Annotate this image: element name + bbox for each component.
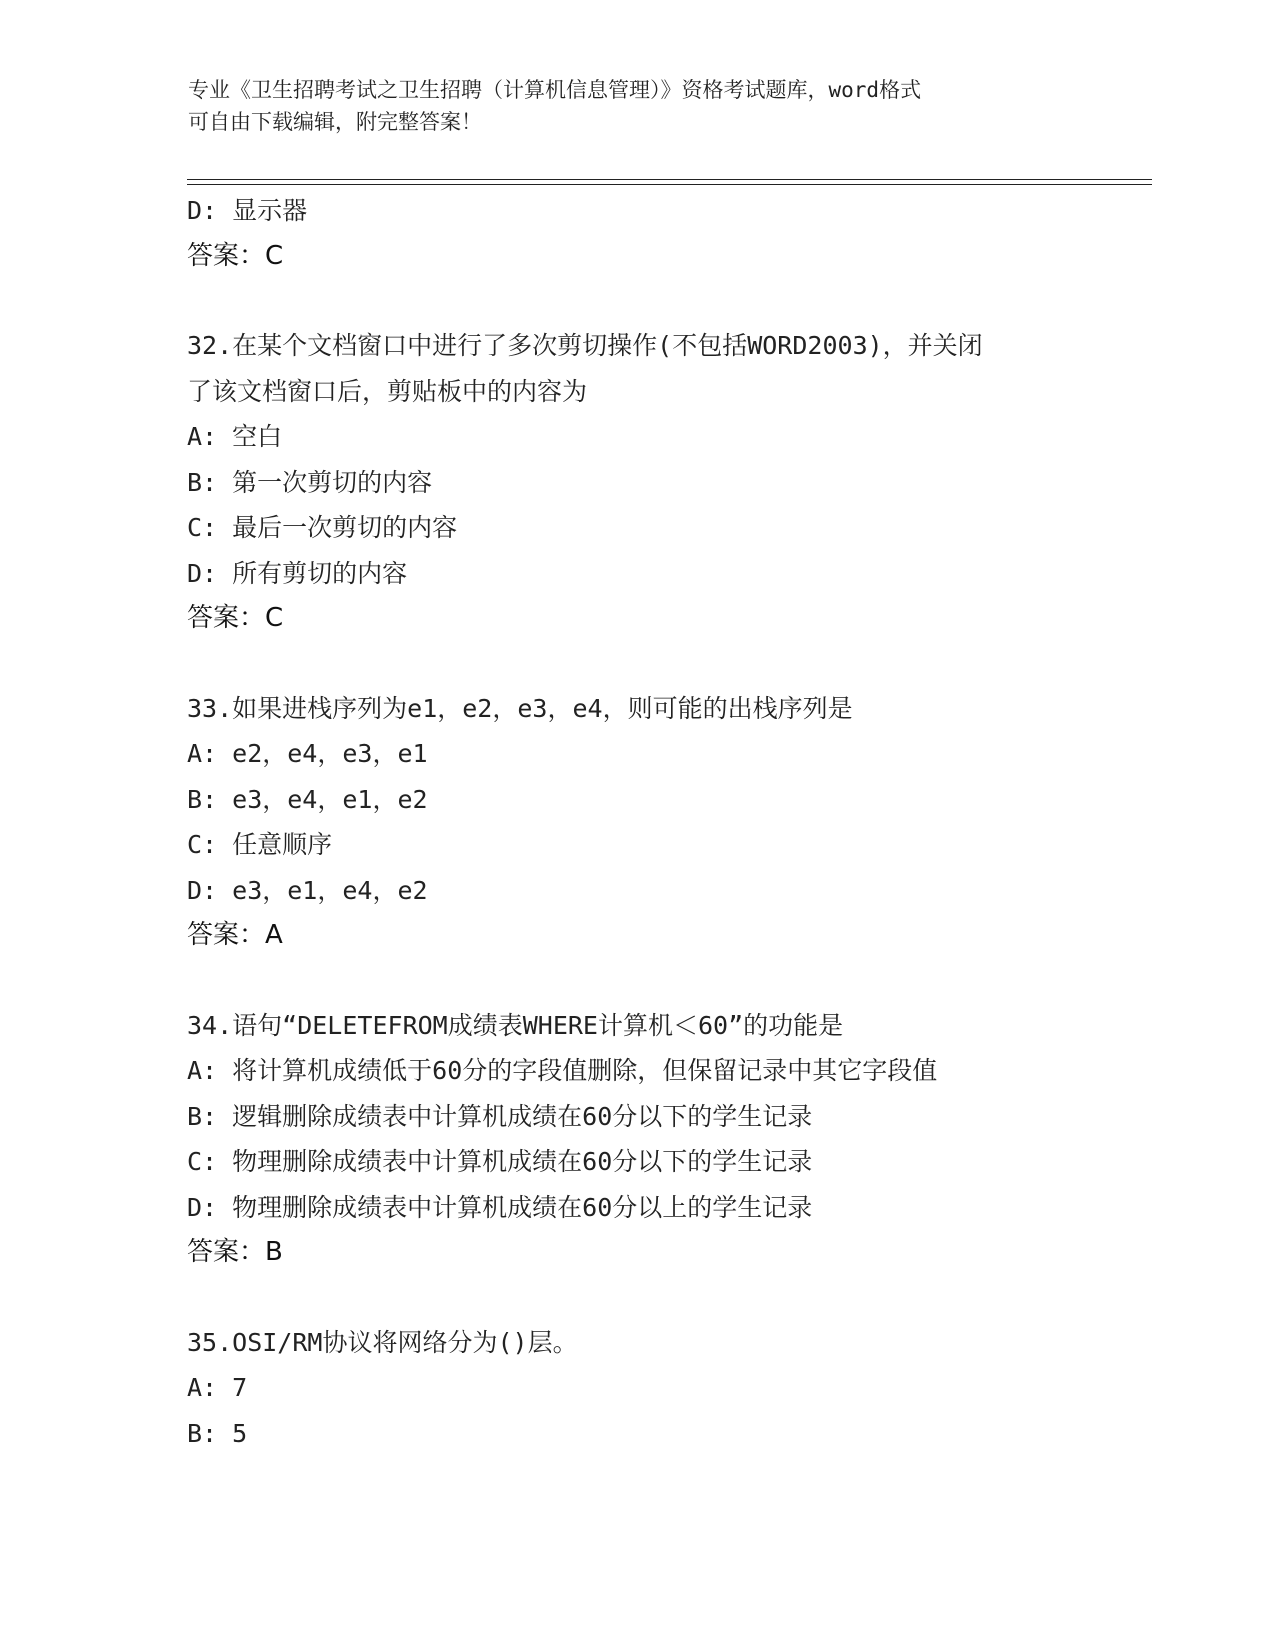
block-spacer <box>187 279 1147 323</box>
answer-line: 答案：A <box>187 920 283 950</box>
question-stem: 33.如果进栈序列为e1，e2，e3，e4，则可能的出栈序列是 <box>187 693 853 723</box>
question-block <box>187 1003 1147 1276</box>
question-list <box>187 188 1147 1456</box>
question-stem: 35.OSI/RM协议将网络分为()层。 <box>187 1327 578 1357</box>
question-line: D: 显示器 <box>187 196 308 225</box>
question-line: B: 逻辑删除成绩表中计算机成绩在60分以下的学生记录 <box>187 1101 813 1131</box>
question-line: D: e3，e1，e4，e2 <box>187 875 428 905</box>
block-spacer <box>187 1276 1147 1320</box>
question-line: B: 5 <box>187 1418 248 1448</box>
question-line: D: 物理删除成绩表中计算机成绩在60分以上的学生记录 <box>187 1192 813 1222</box>
header-divider-top <box>187 179 1152 180</box>
question-line: A: 将计算机成绩低于60分的字段值删除，但保留记录中其它字段值 <box>187 1056 938 1085</box>
question-block <box>187 188 1147 279</box>
question-line: A: e2，e4，e3，e1 <box>187 739 428 768</box>
question-stem: 32.在某个文档窗口中进行了多次剪切操作(不包括WORD2003)，并关闭 <box>187 331 983 360</box>
question-line: C: 最后一次剪切的内容 <box>187 513 458 542</box>
question-block <box>187 1320 1147 1457</box>
header-line-1: 专业《卫生招聘考试之卫生招聘（计算机信息管理）》资格考试题库，word格式 <box>188 78 922 102</box>
question-line: 了该文档窗口后，剪贴板中的内容为 <box>187 376 588 406</box>
answer-line: 答案：B <box>187 1237 283 1267</box>
block-spacer <box>187 642 1147 686</box>
question-line: A: 空白 <box>187 422 283 451</box>
header-divider-bottom <box>187 184 1152 185</box>
question-block <box>187 323 1147 642</box>
question-block <box>187 686 1147 959</box>
question-line: C: 任意顺序 <box>187 830 333 859</box>
question-stem: 34.语句“DELETEFROM成绩表WHERE计算机＜60”的功能是 <box>187 1010 844 1040</box>
question-line: B: e3，e4，e1，e2 <box>187 784 428 814</box>
header-line-2: 可自由下载编辑，附完整答案！ <box>188 110 482 134</box>
answer-line: 答案：C <box>187 603 284 633</box>
block-spacer <box>187 959 1147 1003</box>
question-line: B: 第一次剪切的内容 <box>187 467 433 497</box>
question-line: A: 7 <box>187 1373 248 1402</box>
question-line: C: 物理删除成绩表中计算机成绩在60分以下的学生记录 <box>187 1147 813 1176</box>
question-line: D: 所有剪切的内容 <box>187 558 408 588</box>
answer-line: 答案：C <box>187 240 284 271</box>
document-header <box>188 74 1088 138</box>
